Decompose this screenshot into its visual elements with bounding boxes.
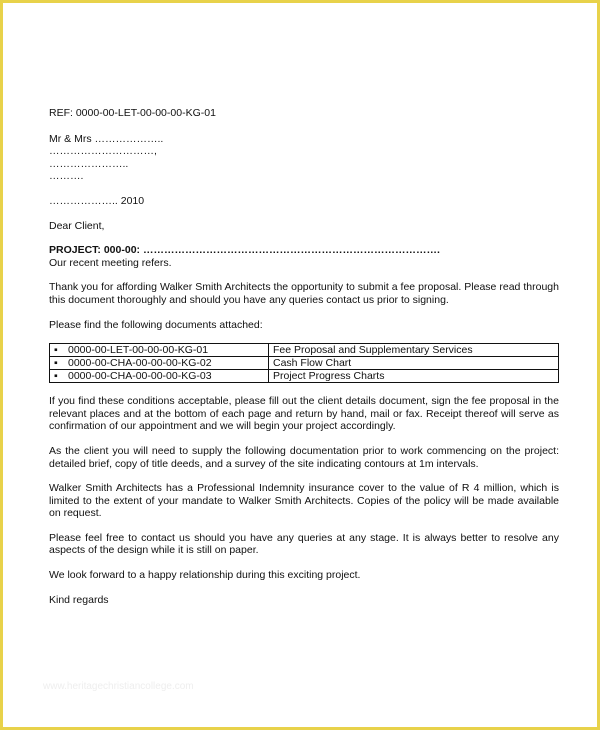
project-label: PROJECT: 000-00: [49, 244, 141, 257]
paragraph-thanks: Thank you for affording Walker Smith Architects the opportunity to submit a fee proposal. Please read through this document thoroughly and should you have any queries contact us prior to signing. [49, 281, 559, 306]
document-code: 0000-00-LET-00-00-00-KG-01 [68, 344, 209, 357]
project-line [49, 244, 559, 257]
bullet-icon: ▪ [54, 344, 58, 357]
project-dots: …………………………………………………………………………. [140, 244, 440, 257]
address-line-3: ………………….. [49, 157, 129, 170]
table-row [50, 370, 559, 383]
paragraph-insurance: Walker Smith Architects has a Professional Indemnity insurance cover to the value of R 4 million, which is limited to the extent of your mandate to Walker Smith Architects. Copies of the policy will be made available on request. [49, 482, 559, 520]
meeting-line: Our recent meeting refers. [49, 256, 172, 269]
document-code-cell [50, 357, 269, 370]
address-line-1: Mr & Mrs ……………….. [49, 132, 164, 145]
document-code-cell [50, 344, 269, 357]
table-row [50, 357, 559, 370]
reference-line: REF: 0000-00-LET-00-00-00-KG-01 [49, 107, 216, 119]
watermark-text: www.heritagechristiancollege.com [43, 681, 194, 692]
date-line: ……………….. 2010 [49, 194, 145, 207]
paragraph-supply: As the client you will need to supply the following documentation prior to work commencing on the project: detailed brief, copy of title deeds, and a survey of the site indicating contours at 1m intervals. [49, 444, 559, 470]
document-desc: Fee Proposal and Supplementary Services [269, 344, 559, 357]
documents-table [49, 343, 559, 383]
attached-intro: Please find the following documents attached: [49, 318, 263, 331]
address-line-4: ………. [49, 170, 84, 183]
letter-page [3, 3, 597, 727]
document-desc: Cash Flow Chart [269, 357, 559, 370]
letter-body [49, 107, 559, 606]
salutation: Dear Client, [49, 219, 105, 232]
document-code-cell [50, 370, 269, 383]
address-line-2: …………………………, [49, 145, 157, 158]
document-desc: Project Progress Charts [269, 370, 559, 383]
table-row [50, 344, 559, 357]
paragraph-conditions: If you find these conditions acceptable, please fill out the client details document, sign the fee proposal in the relevant places and at the bottom of each page and return by hand, mail or fax. Receipt thereof will serve as confirmation of our appointment and we will begin your project accordingly. [49, 395, 559, 433]
closing-line: Kind regards [49, 593, 109, 606]
paragraph-forward: We look forward to a happy relationship during this exciting project. [49, 569, 361, 582]
document-code: 0000-00-CHA-00-00-00-KG-02 [68, 357, 212, 370]
bullet-icon: ▪ [54, 357, 58, 370]
paragraph-contact: Please feel free to contact us should you have any queries at any stage. It is always better to resolve any aspects of the design while it is still on paper. [49, 531, 559, 557]
document-code: 0000-00-CHA-00-00-00-KG-03 [68, 370, 212, 383]
bullet-icon: ▪ [54, 370, 58, 383]
